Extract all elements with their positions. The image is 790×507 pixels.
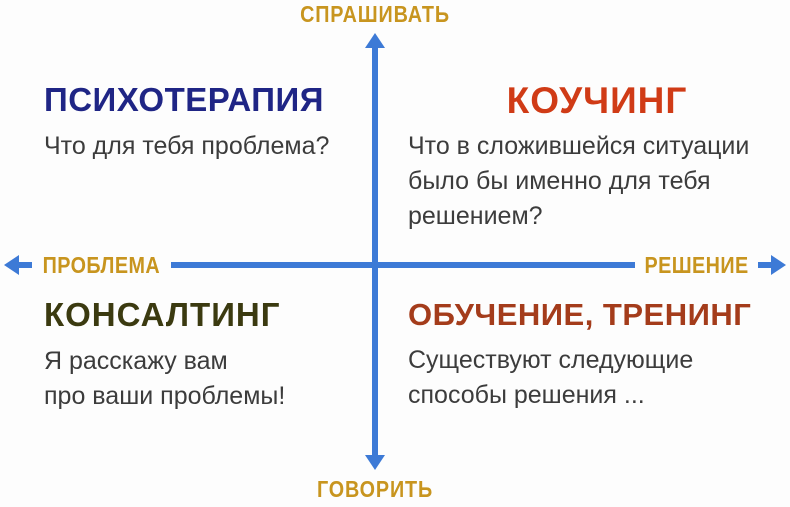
right-arrowhead-icon bbox=[771, 255, 786, 275]
quadrant-subtitle-coaching bbox=[408, 129, 786, 234]
subtitle-line: было бы именно для тебя bbox=[408, 167, 711, 196]
down-arrowhead-icon bbox=[365, 455, 385, 470]
quadrant-psychotherapy bbox=[44, 82, 329, 164]
subtitle-line: про ваши проблемы! bbox=[44, 381, 286, 410]
quadrant-coaching bbox=[408, 80, 786, 234]
axis-label-problem: ПРОБЛЕМА bbox=[42, 251, 161, 278]
horizontal-axis-line-left bbox=[19, 262, 32, 268]
quadrant-subtitle-psychotherapy bbox=[44, 129, 329, 164]
axis-label-ask: СПРАШИВАТЬ bbox=[300, 1, 450, 27]
subtitle-line: Я расскажу вам bbox=[44, 346, 228, 375]
subtitle-line: Что в сложившейся ситуации bbox=[408, 132, 750, 161]
quadrant-consulting bbox=[44, 297, 285, 414]
quadrant-training bbox=[408, 298, 751, 413]
quadrant-subtitle-training bbox=[408, 343, 751, 413]
axis-label-solution: РЕШЕНИЕ bbox=[644, 251, 749, 278]
horizontal-axis-line-right bbox=[758, 262, 771, 268]
quadrant-title-training: ОБУЧЕНИЕ, ТРЕНИНГ bbox=[408, 297, 752, 332]
subtitle-line: решением? bbox=[408, 202, 543, 231]
quadrant-title-coaching: КОУЧИНГ bbox=[506, 80, 688, 121]
subtitle-line: Что для тебя проблема? bbox=[44, 131, 330, 160]
quadrant-title-psychotherapy: ПСИХОТЕРАПИЯ bbox=[44, 81, 324, 118]
quadrant-subtitle-consulting bbox=[44, 344, 285, 414]
axis-label-tell: ГОВОРИТЬ bbox=[316, 476, 434, 502]
quadrant-title-consulting: КОНСАЛТИНГ bbox=[44, 296, 281, 333]
horizontal-axis-line-center bbox=[171, 262, 635, 268]
left-arrowhead-icon bbox=[4, 255, 19, 275]
horizontal-axis bbox=[4, 251, 786, 279]
subtitle-line: Существуют следующие bbox=[408, 345, 694, 374]
subtitle-line: способы решения ... bbox=[408, 380, 645, 409]
